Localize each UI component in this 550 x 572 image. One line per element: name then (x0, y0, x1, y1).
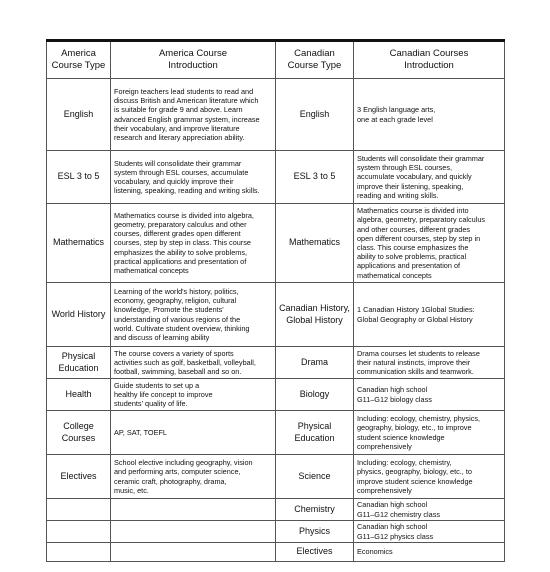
canadian-course-intro: Mathematics course is divided into algebra, geometry, preparatory calculus and other courses, different grades open different courses, step by step in class. This course emphasizes the ability to solve problems, practical applications and presentation of mathematical concepts (354, 204, 505, 283)
america-course-intro: Guide students to set up a healthy life concept to improve students' quality of life. (111, 379, 276, 411)
america-course-intro (111, 521, 276, 543)
table-row (47, 543, 505, 562)
america-course-intro: AP, SAT, TOEFL (111, 411, 276, 455)
table-header (47, 41, 505, 79)
america-course-intro: Mathematics course is divided into algebra, geometry, preparatory calculus and other courses, different grades open different courses, step by step in class. This course emphasizes the ability to solve problems, practical applications and presentation of mathematical concepts (111, 204, 276, 283)
table-row (47, 79, 505, 151)
canadian-course-type: Electives (276, 543, 354, 562)
table-body (47, 79, 505, 562)
canadian-course-intro: 1 Canadian History 1Global Studies: Global Geography or Global History (354, 283, 505, 347)
america-course-type: College Courses (47, 411, 111, 455)
canadian-course-type: ESL 3 to 5 (276, 151, 354, 204)
canadian-course-type: Drama (276, 347, 354, 379)
header-row (47, 41, 505, 79)
table-row (47, 204, 505, 283)
canadian-course-type: English (276, 79, 354, 151)
america-course-intro (111, 543, 276, 562)
america-course-type (47, 521, 111, 543)
canadian-course-type: Science (276, 455, 354, 499)
course-comparison-table (46, 39, 505, 562)
canadian-course-intro: Including: ecology, chemistry, physics, geography, biology, etc., to improve student science knowledge comprehensively (354, 455, 505, 499)
table-row (47, 347, 505, 379)
america-course-type: Mathematics (47, 204, 111, 283)
canadian-course-type: Biology (276, 379, 354, 411)
canadian-course-type: Chemistry (276, 499, 354, 521)
table-row (47, 379, 505, 411)
table-row (47, 521, 505, 543)
table-row (47, 455, 505, 499)
america-course-type: Health (47, 379, 111, 411)
header-canadian-course-type: Canadian Course Type (276, 41, 354, 79)
america-course-type: Physical Education (47, 347, 111, 379)
canadian-course-intro: Canadian high school G11–G12 biology class (354, 379, 505, 411)
canadian-course-intro: 3 English language arts, one at each grade level (354, 79, 505, 151)
canadian-course-intro: Including: ecology, chemistry, physics, geography, biology, etc., to improve student science knowledge comprehensively (354, 411, 505, 455)
canadian-course-intro: Economics (354, 543, 505, 562)
america-course-type: English (47, 79, 111, 151)
america-course-intro: Students will consolidate their grammar system through ESL courses, accumulate vocabulary, and quickly improve their listening, speaking, reading and writing skills. (111, 151, 276, 204)
header-america-course-introduction: America Course Introduction (111, 41, 276, 79)
canadian-course-type: Canadian History, Global History (276, 283, 354, 347)
canadian-course-type: Physics (276, 521, 354, 543)
canadian-course-intro: Drama courses let students to release their natural instincts, improve their communication skills and teamwork. (354, 347, 505, 379)
america-course-type: ESL 3 to 5 (47, 151, 111, 204)
america-course-type: Electives (47, 455, 111, 499)
canadian-course-type: Mathematics (276, 204, 354, 283)
america-course-intro: Learning of the world's history, politics, economy, geography, religion, cultural knowledge, Promote the students' understanding of various regions of the world. Cultivate student overview, thinking and discuss of learning ability (111, 283, 276, 347)
table-row (47, 499, 505, 521)
table-row (47, 151, 505, 204)
header-canadian-course-introduction: Canadian Courses Introduction (354, 41, 505, 79)
america-course-intro: The course covers a variety of sports activities such as golf, basketball, volleyball, football, swimming, baseball and so on. (111, 347, 276, 379)
canadian-course-type: Physical Education (276, 411, 354, 455)
table-row (47, 283, 505, 347)
canadian-course-intro: Students will consolidate their grammar system through ESL courses, accumulate vocabulary, and quickly improve their listening, speaking, reading and writing skills. (354, 151, 505, 204)
america-course-type (47, 499, 111, 521)
canadian-course-intro: Canadian high school G11–G12 physics class (354, 521, 505, 543)
america-course-intro: School elective including geography, vision and performing arts, computer science, ceramic craft, photography, drama, music, etc. (111, 455, 276, 499)
header-america-course-type: America Course Type (47, 41, 111, 79)
america-course-type: World History (47, 283, 111, 347)
america-course-intro (111, 499, 276, 521)
canadian-course-intro: Canadian high school G11–G12 chemistry class (354, 499, 505, 521)
america-course-intro: Foreign teachers lead students to read and discuss British and American literature which is suitable for grade 9 and above. Learn advanced English grammar system, increase their vocabulary, and improve literature research and literary appreciation ability. (111, 79, 276, 151)
table-row (47, 411, 505, 455)
america-course-type (47, 543, 111, 562)
